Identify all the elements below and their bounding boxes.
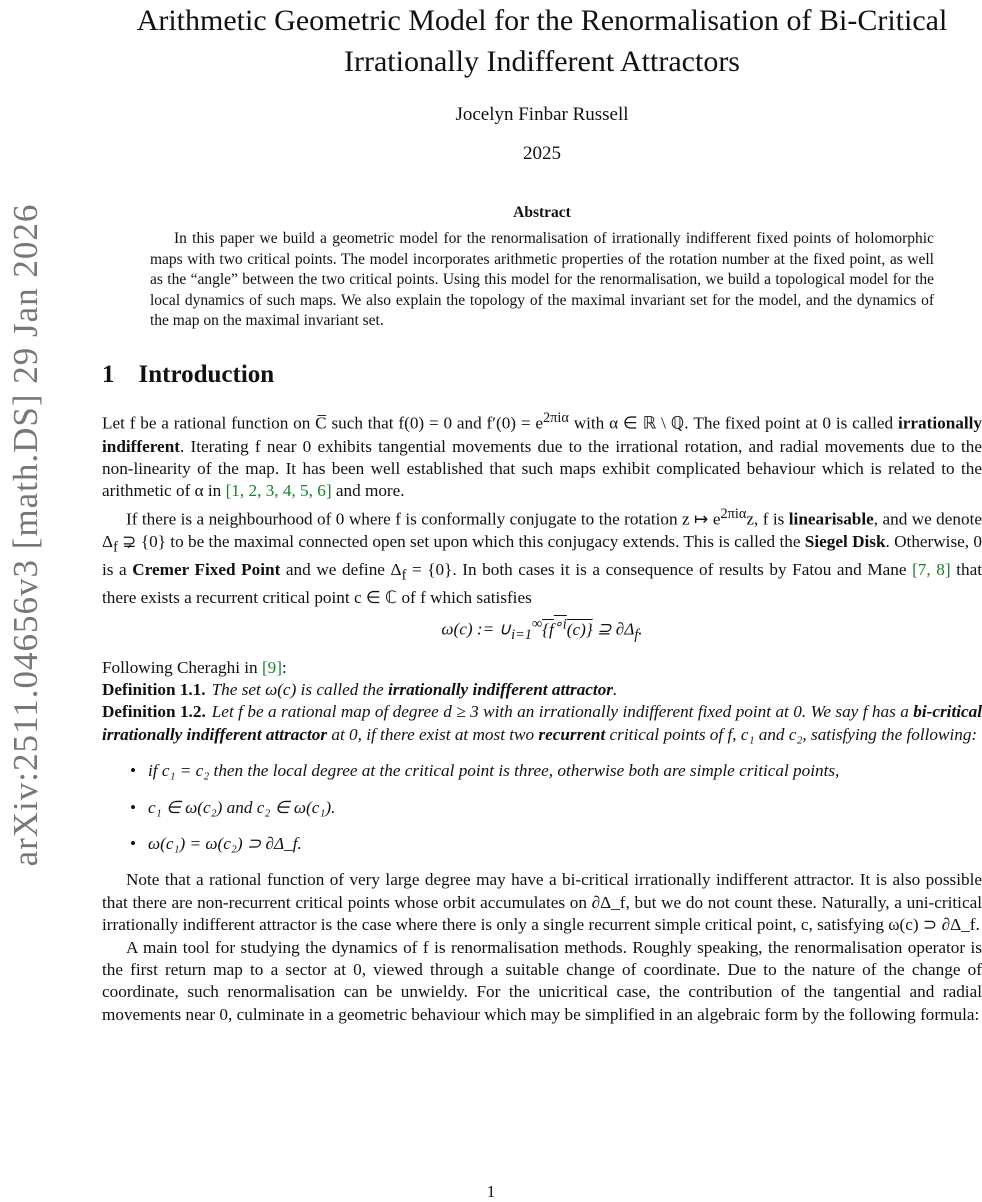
equation-subscript: f	[634, 627, 639, 644]
definition-conditions-list	[102, 760, 982, 855]
arxiv-identifier: arXiv:2511.04656v3 [math.DS] 29 Jan 2026	[6, 203, 45, 867]
definition-1-2	[102, 701, 982, 746]
intro-paragraph-1	[102, 407, 982, 502]
text-run: The set ω(c) is called the	[211, 680, 388, 700]
equation-set-end: (c)}	[566, 619, 593, 639]
text-run: ⊋ {0} to be the maximal connected open set upon which this conjugacy extends. This is called the	[117, 531, 805, 551]
text-run: :	[281, 657, 287, 677]
section-heading-introduction	[102, 361, 982, 389]
abstract-text: In this paper we build a geometric model for the renormalisation of irrationally indifferent fixed points of holomorphic maps with two critical points. The model incorporates arithmetic properties of the rotation number at the fixed point, as well as the “angle” between the two critical points. Using this model for the renormalisation, we build a topological model for the local dynamics of such maps. We also explain the topology of the maximal invariant set for the model, and the dynamics of the map on the maximal invariant set.	[150, 230, 934, 330]
term-siegel-disk: Siegel Disk	[804, 531, 886, 551]
equation-omega-limit	[102, 613, 982, 647]
equation-infinity: ∞	[531, 616, 543, 633]
equation-lhs: ω(c) := ∪	[441, 619, 512, 639]
intro-paragraph-3	[102, 657, 982, 679]
list-item: • c₁ ∈ ω(c₂) and c₂ ∈ ω(c₁).	[148, 797, 982, 819]
paper-title	[102, 0, 982, 82]
text-run: that there exists a recurrent critical point c ∈ ℂ of f which satisfies	[102, 559, 982, 607]
intro-paragraph-2	[102, 503, 982, 609]
equation-set: {f	[542, 619, 554, 639]
text-run: and more.	[331, 481, 405, 501]
equation-index: i=1	[511, 627, 532, 644]
intro-paragraph-5: A main tool for studying the dynamics of f is renormalisation methods. Roughly speaking, the renormalisation operator is the first return map to a sector at 0, viewed through a suitable change of coordinate. Due to the nature of the change of coordinate, such renormalisation can be unwieldy. For the unicritical case, the contribution of the tangential and radial movements near 0, culminate in a geometric behaviour which may be simplified in an algebraic form by the following formula:	[102, 937, 982, 1024]
abstract-block	[150, 203, 934, 331]
citation-link[interactable]: [9]	[261, 657, 282, 677]
arxiv-sidebar	[0, 185, 52, 885]
text-run: at 0, if there exist at most two	[327, 724, 539, 744]
text-run: .	[613, 680, 618, 700]
list-item: • if c₁ = c₂ then the local degree at the critical point is three, otherwise both are simple critical points,	[148, 760, 982, 782]
subscript: f	[113, 539, 118, 556]
text-run: , and we denote Δ	[102, 509, 982, 551]
text-run: If there is a neighbourhood of 0 where f is conformally conjugate to the rotation z ↦ e	[126, 509, 721, 529]
term-recurrent: recurrent	[538, 724, 606, 744]
abstract-heading: Abstract	[513, 204, 571, 221]
section-number: 1	[102, 361, 115, 389]
text-run: critical points of f, c₁ and c₂, satisfying the following:	[605, 724, 978, 744]
text-run: with α ∈ ℝ \ ℚ. The fixed point at 0 is called	[568, 414, 898, 434]
term-linearisable: linearisable	[788, 509, 874, 529]
citation-link[interactable]: [1, 2, 3, 4, 5, 6]	[225, 481, 332, 501]
section-title: Introduction	[138, 361, 275, 389]
publication-year: 2025	[523, 143, 561, 164]
subscript: f	[401, 567, 407, 584]
equation-period: .	[638, 619, 643, 639]
paper-page	[102, 0, 982, 1026]
superscript: 2πiα	[720, 505, 747, 522]
term-irrationally-indifferent: irrationally indifferent	[102, 414, 982, 456]
text-run: Let f be a rational function on C̅ such that f(0) = 0 and f′(0) = e	[102, 414, 543, 434]
term-bi-critical-attractor: bi-critical irrationally indifferent attractor	[102, 702, 982, 744]
introduction-body	[102, 407, 982, 1026]
term-cremer-fixed-point: Cremer Fixed Point	[132, 559, 281, 579]
superscript: 2πiα	[543, 410, 569, 427]
title-line-2: Irrationally Indifferent Attractors	[344, 45, 740, 78]
definition-1-1	[102, 679, 982, 701]
text-run: Following Cheraghi in	[102, 657, 262, 677]
citation-link[interactable]: [7, 8]	[912, 559, 951, 579]
text-run: Let f be a rational map of degree d ≥ 3 with an irrationally indifferent fixed point at 0. We say f has a	[211, 702, 914, 722]
page-number: 1	[486, 1182, 496, 1201]
text-run: z, f is	[746, 509, 789, 529]
text-run: = {0}. In both cases it is a consequence of results by Fatou and Mane	[406, 559, 913, 579]
equation-closure	[542, 616, 593, 639]
term-attractor: irrationally indifferent attractor	[387, 680, 613, 700]
text-run: . Otherwise, 0 is a	[102, 531, 982, 579]
equation-iterate: ∘i	[553, 616, 567, 633]
intro-paragraph-4: Note that a rational function of very large degree may have a bi-critical irrationally indifferent attractor. It is also possible that there are non-recurrent critical points whose orbit accumulates on ∂Δ_f, but we do not count these. Naturally, a uni-critical irrationally indifferent attractor is the case where there is only a single recurrent simple critical point, c, satisfying ω(c) ⊃ ∂Δ_f.	[102, 870, 982, 935]
author-name: Jocelyn Finbar Russell	[455, 104, 629, 125]
text-run: and we define Δ	[280, 559, 402, 579]
list-item: • ω(c₁) = ω(c₂) ⊃ ∂Δ_f.	[148, 833, 982, 855]
title-line-1: Arithmetic Geometric Model for the Renormalisation of Bi-Critical	[136, 4, 948, 37]
text-run: . Iterating f near 0 exhibits tangential movements due to the irrational rotation, and radial movements due to the non-linearity of the map. It has been well established that such maps exhibit complicated behaviour which is related to the arithmetic of α in	[102, 436, 982, 501]
equation-rhs: ⊇ ∂Δ	[592, 619, 635, 639]
definition-label: Definition 1.2.	[102, 702, 206, 722]
definition-label: Definition 1.1.	[102, 680, 206, 700]
